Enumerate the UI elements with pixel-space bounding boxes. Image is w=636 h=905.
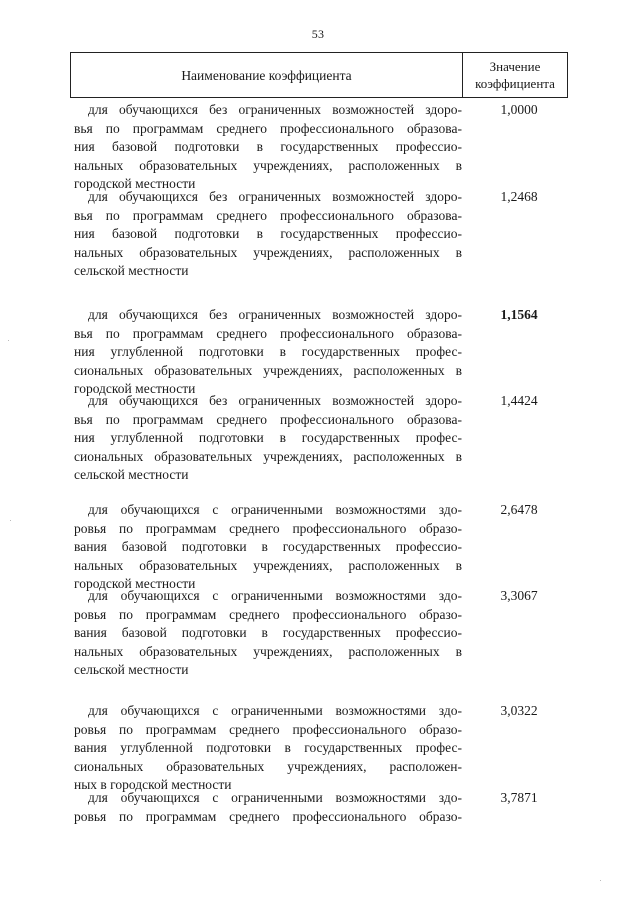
header-name-column: Наименование коэффициента (71, 53, 463, 97)
row-line: ровья по программам среднего профессионального образо- (74, 606, 462, 622)
row-line: для обучающихся без ограниченных возможностей здоро- (88, 189, 462, 204)
row-line: ния базовой подготовки в государственных профессио- (74, 226, 462, 242)
scan-artifact (8, 340, 9, 341)
row-value: 1,1564 (500, 307, 538, 322)
row-line: вья по программам среднего профессионального образова- (74, 207, 462, 223)
row-value: 1,2468 (500, 189, 538, 204)
row-line: для обучающихся с ограниченными возможностями здо- (88, 502, 462, 517)
header-value-line2: коэффициента (475, 76, 555, 91)
row-line: ровья по программам среднего профессионального образо- (74, 520, 462, 536)
row-value: 1,0000 (500, 102, 538, 117)
row-line: сиональных образовательных учреждениях, расположенных в (74, 448, 462, 464)
row-line: ния базовой подготовки в государственных профессио- (74, 139, 462, 155)
table-row (74, 501, 568, 594)
row-description (74, 587, 462, 680)
row-line: сельской местности (74, 263, 189, 279)
row-line: для обучающихся без ограниченных возможностей здоро- (88, 393, 462, 408)
page-number: 53 (311, 27, 325, 41)
row-line: вания базовой подготовки в государственных профессио- (74, 539, 462, 555)
row-line: нальных образовательных учреждениях, расположенных в (74, 157, 462, 173)
row-line: сиональных образовательных учреждениях, расположен- (74, 758, 462, 774)
row-line: вья по программам среднего профессионального образова- (74, 411, 462, 427)
row-line: ровья по программам среднего профессионального образо- (74, 721, 462, 737)
row-line: для обучающихся с ограниченными возможностями здо- (88, 790, 462, 805)
row-line: для обучающихся с ограниченными возможностями здо- (88, 703, 462, 718)
row-line: вания базовой подготовки в государственных профессио- (74, 625, 462, 641)
row-line: городской местности (74, 576, 196, 592)
row-line: нальных образовательных учреждениях, расположенных в (74, 643, 462, 659)
row-value: 1,4424 (500, 393, 538, 408)
table-row (74, 188, 568, 281)
row-line: городской местности (74, 176, 196, 192)
table-row (74, 702, 568, 795)
row-description (74, 392, 462, 485)
row-description (74, 501, 462, 594)
row-line: для обучающихся без ограниченных возможностей здоро- (88, 307, 462, 322)
table-row (74, 587, 568, 680)
table-row (74, 392, 568, 485)
row-line: для обучающихся без ограниченных возможностей здоро- (88, 102, 462, 117)
row-value: 3,7871 (500, 790, 538, 805)
header-value-line1: Значение (489, 59, 541, 74)
table-row (74, 101, 568, 194)
row-value: 3,0322 (500, 703, 538, 718)
row-value: 2,6478 (500, 502, 538, 517)
row-value: 3,3067 (500, 588, 538, 603)
row-description (74, 702, 462, 795)
row-line: сельской местности (74, 662, 189, 678)
row-line: ния углубленной подготовки в государственных профес- (74, 344, 462, 360)
table-header (70, 52, 568, 98)
row-line: сиональных образовательных учреждениях, расположенных в (74, 362, 462, 378)
row-line: ных в городской местности (74, 777, 232, 793)
row-line: городской местности (74, 381, 196, 397)
header-value-column (463, 53, 567, 97)
scan-artifact (600, 880, 601, 881)
table-row (74, 306, 568, 399)
row-line: вья по программам среднего профессионального образова- (74, 325, 462, 341)
row-description (74, 789, 462, 826)
scan-artifact (10, 520, 11, 521)
row-line: вья по программам среднего профессионального образова- (74, 120, 462, 136)
row-description (74, 188, 462, 281)
row-line: сельской местности (74, 467, 189, 483)
row-line: нальных образовательных учреждениях, расположенных в (74, 557, 462, 573)
row-line: ния углубленной подготовки в государственных профес- (74, 430, 462, 446)
row-line: вания углубленной подготовки в государственных профес- (74, 740, 462, 756)
table-row (74, 789, 568, 826)
row-line: для обучающихся с ограниченными возможностями здо- (88, 588, 462, 603)
row-description (74, 101, 462, 194)
row-line: нальных образовательных учреждениях, расположенных в (74, 244, 462, 260)
row-line: ровья по программам среднего профессионального образо- (74, 808, 462, 824)
row-description (74, 306, 462, 399)
